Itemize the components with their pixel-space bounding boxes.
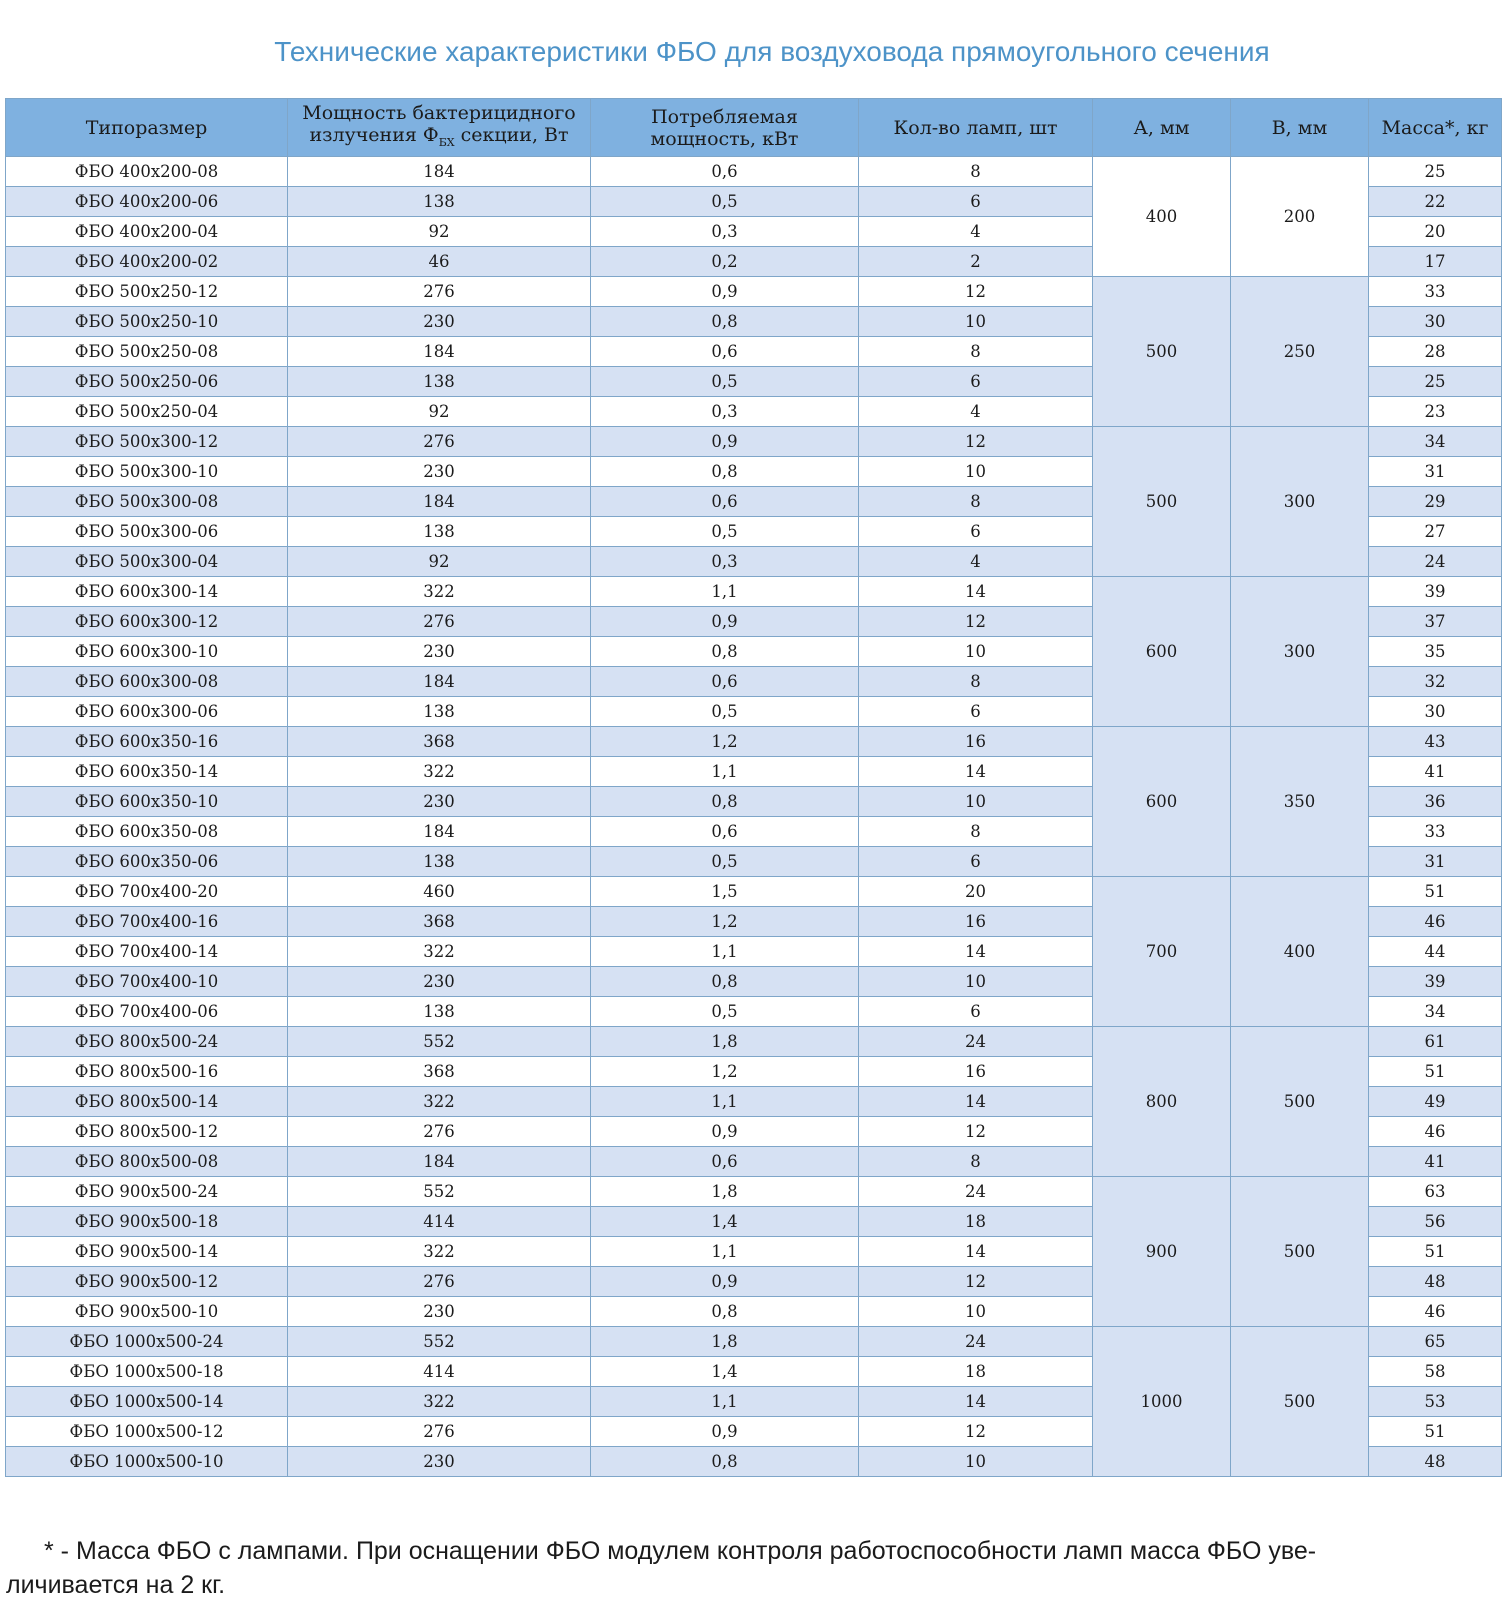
cell-size: ФБО 600х300-14 [6, 577, 288, 607]
cell-mass: 39 [1369, 577, 1502, 607]
cell-consumption: 0,3 [591, 397, 859, 427]
page-title: Технические характеристики ФБО для воздуховода прямоугольного сечения [274, 36, 1270, 67]
cell-size: ФБО 900х500-18 [6, 1207, 288, 1237]
cell-consumption: 1,1 [591, 577, 859, 607]
cell-power: 276 [288, 1267, 591, 1297]
cell-consumption: 0,8 [591, 307, 859, 337]
cell-mass: 48 [1369, 1267, 1502, 1297]
cell-lamps: 2 [859, 247, 1093, 277]
cell-mass: 65 [1369, 1327, 1502, 1357]
cell-consumption: 0,3 [591, 547, 859, 577]
cell-mass: 31 [1369, 457, 1502, 487]
cell-lamps: 24 [859, 1327, 1093, 1357]
header-consumption-line2: мощность, кВт [650, 127, 799, 150]
cell-lamps: 8 [859, 667, 1093, 697]
cell-size: ФБО 400х200-04 [6, 217, 288, 247]
cell-mass: 63 [1369, 1177, 1502, 1207]
cell-consumption: 0,9 [591, 277, 859, 307]
cell-lamps: 18 [859, 1357, 1093, 1387]
cell-mass: 46 [1369, 907, 1502, 937]
cell-power: 276 [288, 1417, 591, 1447]
cell-power: 552 [288, 1177, 591, 1207]
cell-mass: 49 [1369, 1087, 1502, 1117]
cell-size: ФБО 700х400-06 [6, 997, 288, 1027]
header-power-line2-pre: излучения Ф [309, 123, 439, 146]
cell-lamps: 14 [859, 1087, 1093, 1117]
cell-lamps: 12 [859, 277, 1093, 307]
cell-lamps: 20 [859, 877, 1093, 907]
cell-power: 230 [288, 307, 591, 337]
cell-mass: 51 [1369, 1417, 1502, 1447]
cell-size: ФБО 600х350-10 [6, 787, 288, 817]
cell-size: ФБО 500х300-04 [6, 547, 288, 577]
cell-a: 500 [1093, 277, 1231, 427]
cell-b: 400 [1231, 877, 1369, 1027]
cell-power: 230 [288, 637, 591, 667]
table-row [6, 1177, 1502, 1207]
cell-mass: 23 [1369, 397, 1502, 427]
cell-power: 552 [288, 1027, 591, 1057]
cell-power: 322 [288, 937, 591, 967]
table-body [6, 157, 1502, 1477]
cell-power: 230 [288, 967, 591, 997]
cell-lamps: 12 [859, 607, 1093, 637]
header-power [288, 99, 591, 157]
cell-power: 184 [288, 337, 591, 367]
cell-consumption: 0,8 [591, 457, 859, 487]
cell-lamps: 10 [859, 457, 1093, 487]
cell-b: 350 [1231, 727, 1369, 877]
cell-a: 600 [1093, 577, 1231, 727]
cell-lamps: 4 [859, 217, 1093, 247]
cell-size: ФБО 800х500-12 [6, 1117, 288, 1147]
cell-mass: 30 [1369, 307, 1502, 337]
cell-size: ФБО 600х300-06 [6, 697, 288, 727]
cell-a: 400 [1093, 157, 1231, 277]
cell-size: ФБО 400х200-08 [6, 157, 288, 187]
cell-a: 600 [1093, 727, 1231, 877]
cell-mass: 32 [1369, 667, 1502, 697]
cell-power: 552 [288, 1327, 591, 1357]
footnote-line1: * - Масса ФБО с лампами. При оснащении ФБО модулем контроля работоспособности ламп масса ФБО уве- [44, 1537, 1317, 1565]
cell-power: 184 [288, 157, 591, 187]
cell-power: 414 [288, 1357, 591, 1387]
cell-power: 138 [288, 517, 591, 547]
cell-size: ФБО 600х350-08 [6, 817, 288, 847]
cell-size: ФБО 600х300-08 [6, 667, 288, 697]
cell-mass: 28 [1369, 337, 1502, 367]
cell-power: 92 [288, 547, 591, 577]
cell-lamps: 10 [859, 787, 1093, 817]
cell-size: ФБО 1000х500-12 [6, 1417, 288, 1447]
cell-consumption: 0,5 [591, 997, 859, 1027]
cell-mass: 39 [1369, 967, 1502, 997]
cell-mass: 58 [1369, 1357, 1502, 1387]
cell-a: 800 [1093, 1027, 1231, 1177]
cell-lamps: 10 [859, 967, 1093, 997]
header-mass: Масса*, кг [1369, 99, 1502, 157]
cell-lamps: 4 [859, 397, 1093, 427]
header-size: Типоразмер [6, 99, 288, 157]
header-a: А, мм [1093, 99, 1231, 157]
cell-power: 46 [288, 247, 591, 277]
cell-consumption: 0,5 [591, 187, 859, 217]
footnote-line2: личивается на 2 кг. [6, 1571, 226, 1599]
cell-size: ФБО 500х300-10 [6, 457, 288, 487]
cell-mass: 30 [1369, 697, 1502, 727]
cell-size: ФБО 900х500-24 [6, 1177, 288, 1207]
cell-mass: 33 [1369, 277, 1502, 307]
table-row [6, 577, 1502, 607]
cell-consumption: 1,1 [591, 1387, 859, 1417]
cell-consumption: 1,2 [591, 907, 859, 937]
cell-power: 414 [288, 1207, 591, 1237]
table-row [6, 427, 1502, 457]
cell-mass: 34 [1369, 427, 1502, 457]
cell-size: ФБО 700х400-16 [6, 907, 288, 937]
cell-power: 322 [288, 1087, 591, 1117]
cell-power: 460 [288, 877, 591, 907]
cell-consumption: 0,6 [591, 337, 859, 367]
cell-power: 138 [288, 697, 591, 727]
cell-power: 230 [288, 457, 591, 487]
table-row [6, 727, 1502, 757]
cell-mass: 61 [1369, 1027, 1502, 1057]
cell-lamps: 6 [859, 187, 1093, 217]
cell-power: 138 [288, 367, 591, 397]
cell-consumption: 0,9 [591, 1117, 859, 1147]
cell-consumption: 1,5 [591, 877, 859, 907]
cell-size: ФБО 600х350-14 [6, 757, 288, 787]
cell-lamps: 24 [859, 1027, 1093, 1057]
cell-mass: 41 [1369, 757, 1502, 787]
header-power-line1: Мощность бактерицидного [302, 101, 576, 124]
cell-consumption: 1,8 [591, 1327, 859, 1357]
cell-lamps: 24 [859, 1177, 1093, 1207]
cell-consumption: 1,4 [591, 1207, 859, 1237]
header-power-sub: БХ [438, 135, 455, 149]
cell-consumption: 0,6 [591, 817, 859, 847]
cell-consumption: 0,5 [591, 367, 859, 397]
cell-b: 500 [1231, 1177, 1369, 1327]
cell-consumption: 0,8 [591, 967, 859, 997]
cell-lamps: 10 [859, 637, 1093, 667]
cell-power: 230 [288, 787, 591, 817]
cell-consumption: 0,9 [591, 1267, 859, 1297]
cell-consumption: 1,2 [591, 727, 859, 757]
cell-size: ФБО 700х400-20 [6, 877, 288, 907]
cell-power: 322 [288, 1387, 591, 1417]
cell-consumption: 0,6 [591, 157, 859, 187]
cell-mass: 53 [1369, 1387, 1502, 1417]
cell-size: ФБО 900х500-14 [6, 1237, 288, 1267]
cell-power: 184 [288, 667, 591, 697]
header-power-line2-post: секции, Вт [454, 123, 569, 146]
cell-power: 322 [288, 1237, 591, 1267]
cell-consumption: 0,8 [591, 1447, 859, 1477]
cell-lamps: 6 [859, 997, 1093, 1027]
cell-consumption: 0,2 [591, 247, 859, 277]
cell-mass: 25 [1369, 157, 1502, 187]
cell-power: 184 [288, 487, 591, 517]
cell-size: ФБО 800х500-16 [6, 1057, 288, 1087]
cell-power: 276 [288, 1117, 591, 1147]
cell-power: 368 [288, 907, 591, 937]
cell-lamps: 18 [859, 1207, 1093, 1237]
cell-b: 300 [1231, 427, 1369, 577]
cell-mass: 48 [1369, 1447, 1502, 1477]
cell-power: 92 [288, 217, 591, 247]
cell-mass: 51 [1369, 877, 1502, 907]
cell-size: ФБО 500х300-08 [6, 487, 288, 517]
cell-a: 1000 [1093, 1327, 1231, 1477]
cell-power: 230 [288, 1297, 591, 1327]
header-consumption-line1: Потребляемая [651, 105, 798, 128]
cell-consumption: 1,2 [591, 1057, 859, 1087]
cell-consumption: 0,8 [591, 637, 859, 667]
cell-power: 138 [288, 847, 591, 877]
cell-lamps: 6 [859, 517, 1093, 547]
cell-mass: 46 [1369, 1297, 1502, 1327]
cell-b: 250 [1231, 277, 1369, 427]
cell-lamps: 6 [859, 697, 1093, 727]
cell-mass: 37 [1369, 607, 1502, 637]
cell-size: ФБО 500х250-08 [6, 337, 288, 367]
cell-lamps: 8 [859, 487, 1093, 517]
cell-mass: 56 [1369, 1207, 1502, 1237]
cell-consumption: 1,4 [591, 1357, 859, 1387]
cell-lamps: 14 [859, 1387, 1093, 1417]
cell-lamps: 8 [859, 157, 1093, 187]
cell-power: 138 [288, 187, 591, 217]
cell-a: 500 [1093, 427, 1231, 577]
cell-mass: 27 [1369, 517, 1502, 547]
cell-mass: 41 [1369, 1147, 1502, 1177]
cell-b: 200 [1231, 157, 1369, 277]
cell-mass: 24 [1369, 547, 1502, 577]
cell-power: 368 [288, 727, 591, 757]
cell-power: 184 [288, 1147, 591, 1177]
cell-consumption: 0,5 [591, 697, 859, 727]
cell-size: ФБО 800х500-24 [6, 1027, 288, 1057]
cell-size: ФБО 400х200-06 [6, 187, 288, 217]
cell-mass: 35 [1369, 637, 1502, 667]
cell-mass: 43 [1369, 727, 1502, 757]
header-row [6, 99, 1502, 157]
cell-lamps: 16 [859, 907, 1093, 937]
spec-table [5, 98, 1502, 1477]
cell-size: ФБО 500х250-06 [6, 367, 288, 397]
cell-size: ФБО 800х500-08 [6, 1147, 288, 1177]
cell-mass: 36 [1369, 787, 1502, 817]
cell-lamps: 14 [859, 937, 1093, 967]
cell-consumption: 1,1 [591, 757, 859, 787]
cell-consumption: 1,1 [591, 937, 859, 967]
cell-size: ФБО 600х350-06 [6, 847, 288, 877]
cell-lamps: 10 [859, 307, 1093, 337]
cell-size: ФБО 700х400-10 [6, 967, 288, 997]
cell-power: 138 [288, 997, 591, 1027]
table-row [6, 157, 1502, 187]
cell-size: ФБО 600х350-16 [6, 727, 288, 757]
cell-consumption: 0,9 [591, 1417, 859, 1447]
cell-power: 276 [288, 607, 591, 637]
cell-lamps: 8 [859, 817, 1093, 847]
cell-mass: 51 [1369, 1057, 1502, 1087]
cell-power: 276 [288, 277, 591, 307]
cell-lamps: 16 [859, 1057, 1093, 1087]
cell-lamps: 16 [859, 727, 1093, 757]
cell-consumption: 0,5 [591, 847, 859, 877]
cell-mass: 33 [1369, 817, 1502, 847]
cell-consumption: 1,1 [591, 1237, 859, 1267]
cell-a: 900 [1093, 1177, 1231, 1327]
cell-lamps: 12 [859, 1417, 1093, 1447]
cell-mass: 29 [1369, 487, 1502, 517]
cell-mass: 17 [1369, 247, 1502, 277]
cell-power: 322 [288, 757, 591, 787]
cell-power: 368 [288, 1057, 591, 1087]
cell-size: ФБО 500х250-04 [6, 397, 288, 427]
cell-lamps: 10 [859, 1447, 1093, 1477]
cell-size: ФБО 600х300-12 [6, 607, 288, 637]
cell-consumption: 0,8 [591, 1297, 859, 1327]
cell-consumption: 0,6 [591, 1147, 859, 1177]
cell-size: ФБО 1000х500-18 [6, 1357, 288, 1387]
cell-size: ФБО 900х500-10 [6, 1297, 288, 1327]
cell-size: ФБО 500х250-10 [6, 307, 288, 337]
cell-lamps: 12 [859, 427, 1093, 457]
cell-lamps: 10 [859, 1297, 1093, 1327]
cell-mass: 51 [1369, 1237, 1502, 1267]
cell-consumption: 1,8 [591, 1027, 859, 1057]
cell-consumption: 0,5 [591, 517, 859, 547]
cell-lamps: 14 [859, 1237, 1093, 1267]
cell-power: 322 [288, 577, 591, 607]
cell-size: ФБО 600х300-10 [6, 637, 288, 667]
cell-size: ФБО 700х400-14 [6, 937, 288, 967]
cell-mass: 31 [1369, 847, 1502, 877]
cell-mass: 25 [1369, 367, 1502, 397]
table-row [6, 1027, 1502, 1057]
cell-lamps: 8 [859, 337, 1093, 367]
cell-size: ФБО 500х250-12 [6, 277, 288, 307]
cell-a: 700 [1093, 877, 1231, 1027]
table-row [6, 277, 1502, 307]
cell-size: ФБО 400х200-02 [6, 247, 288, 277]
cell-consumption: 0,9 [591, 607, 859, 637]
cell-consumption: 0,3 [591, 217, 859, 247]
cell-mass: 20 [1369, 217, 1502, 247]
cell-power: 184 [288, 817, 591, 847]
cell-power: 276 [288, 427, 591, 457]
cell-lamps: 6 [859, 847, 1093, 877]
cell-mass: 44 [1369, 937, 1502, 967]
cell-size: ФБО 800х500-14 [6, 1087, 288, 1117]
cell-mass: 22 [1369, 187, 1502, 217]
cell-lamps: 14 [859, 577, 1093, 607]
cell-size: ФБО 1000х500-14 [6, 1387, 288, 1417]
table-row [6, 877, 1502, 907]
cell-consumption: 0,9 [591, 427, 859, 457]
cell-lamps: 14 [859, 757, 1093, 787]
cell-mass: 46 [1369, 1117, 1502, 1147]
cell-b: 500 [1231, 1027, 1369, 1177]
cell-size: ФБО 1000х500-24 [6, 1327, 288, 1357]
cell-b: 300 [1231, 577, 1369, 727]
footnote [0, 1534, 1500, 1602]
cell-lamps: 12 [859, 1117, 1093, 1147]
cell-size: ФБО 500х300-12 [6, 427, 288, 457]
header-lamps: Кол-во ламп, шт [859, 99, 1093, 157]
cell-consumption: 1,1 [591, 1087, 859, 1117]
cell-power: 92 [288, 397, 591, 427]
cell-consumption: 1,8 [591, 1177, 859, 1207]
cell-consumption: 0,6 [591, 667, 859, 697]
table-row [6, 1327, 1502, 1357]
cell-lamps: 8 [859, 1147, 1093, 1177]
cell-consumption: 0,8 [591, 787, 859, 817]
cell-lamps: 4 [859, 547, 1093, 577]
cell-lamps: 12 [859, 1267, 1093, 1297]
cell-consumption: 0,6 [591, 487, 859, 517]
cell-power: 230 [288, 1447, 591, 1477]
cell-lamps: 6 [859, 367, 1093, 397]
header-consumption [591, 99, 859, 157]
header-b: В, мм [1231, 99, 1369, 157]
cell-size: ФБО 500х300-06 [6, 517, 288, 547]
cell-b: 500 [1231, 1327, 1369, 1477]
cell-size: ФБО 900х500-12 [6, 1267, 288, 1297]
cell-size: ФБО 1000х500-10 [6, 1447, 288, 1477]
cell-mass: 34 [1369, 997, 1502, 1027]
